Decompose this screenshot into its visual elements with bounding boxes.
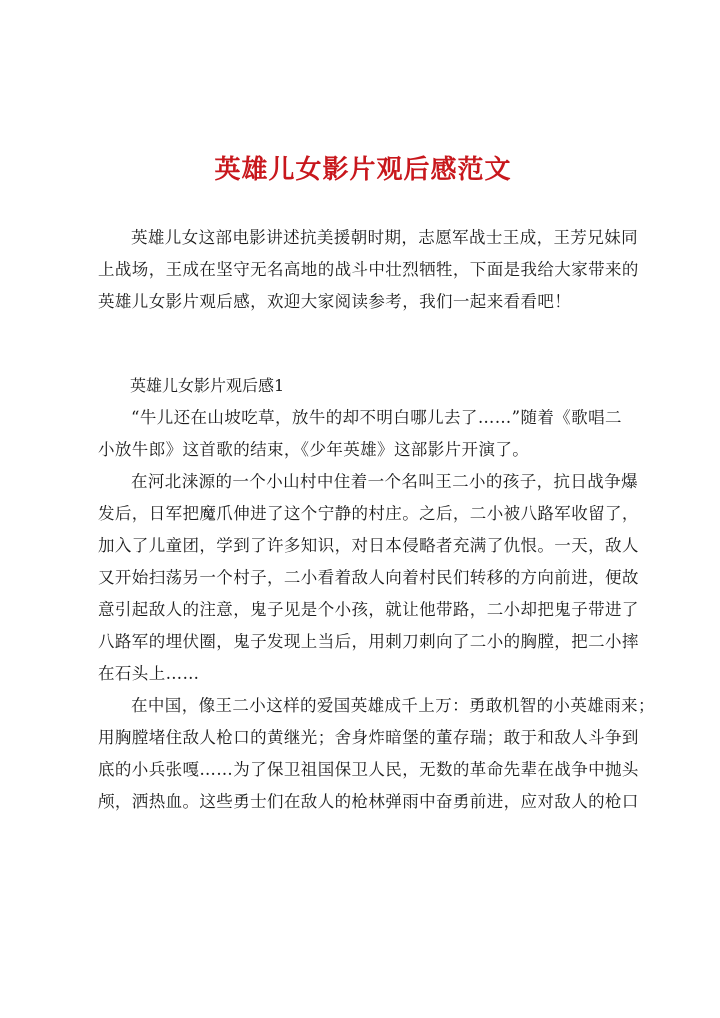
text-line: “牛儿还在山坡吃草，放牛的却不明白哪儿去了……”随着《歌唱二: [131, 408, 622, 427]
text-line: 颅，洒热血。这些勇士们在敌人的枪林弹雨中奋勇前进，应对敌人的枪口: [98, 792, 639, 811]
text-line: 英雄儿女影片观后感，欢迎大家阅读参考，我们一起来看看吧！: [98, 292, 572, 311]
text-line: 在中国，像王二小这样的爱国英雄成千上万：勇敢机智的小英雄雨来；: [131, 696, 655, 715]
text-line: 在石头上……: [98, 664, 200, 683]
text-line: 英雄儿女这部电影讲述抗美援朝时期，志愿军战士王成，王芳兄妹同: [131, 228, 638, 247]
text-line: 发后，日军把魔爪伸进了这个宁静的村庄。之后，二小被八路军收留了，: [98, 504, 639, 523]
document-title: 英雄儿女影片观后感范文: [214, 155, 512, 185]
text-line: 用胸膛堵住敌人枪口的黄继光；舍身炸暗堡的董存瑞；敢于和敌人斗争到: [98, 728, 639, 747]
text-line: 小放牛郎》这首歌的结束，《少年英雄》这部影片开演了。: [98, 440, 530, 459]
intro-paragraph: [98, 222, 639, 318]
paragraph-3: [98, 690, 655, 818]
text-line: 加入了儿童团，学到了许多知识，对日本侵略者充满了仇恨。一天，敌人: [98, 536, 639, 555]
text-line: 在河北涞源的一个小山村中住着一个名叫王二小的孩子，抗日战争爆: [131, 472, 638, 491]
text-line: 底的小兵张嘎……为了保卫祖国保卫人民，无数的革命先辈在战争中抛头: [98, 760, 639, 779]
paragraph-2: [98, 466, 639, 690]
paragraph-1: [98, 402, 628, 466]
text-line: 八路军的埋伏圈，鬼子发现上当后，用刺刀刺向了二小的胸膛，把二小摔: [98, 632, 639, 651]
text-line: 意引起敌人的注意，鬼子见是个小孩，就让他带路，二小却把鬼子带进了: [98, 600, 639, 619]
text-line: 上战场，王成在坚守无名高地的战斗中壮烈牺牲，下面是我给大家带来的: [98, 260, 639, 279]
section-heading: 英雄儿女影片观后感1: [130, 376, 285, 395]
text-line: 又开始扫荡另一个村子，二小看着敌人向着村民们转移的方向前进，便故: [98, 568, 639, 587]
